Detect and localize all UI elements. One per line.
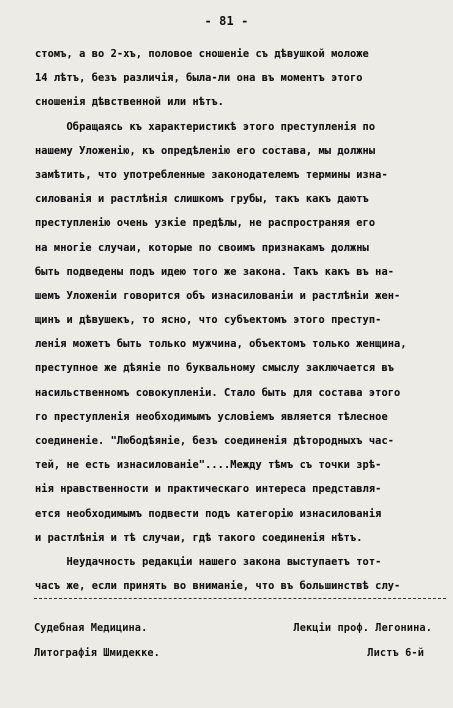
footer-row-2: [34, 647, 444, 659]
text-line: щинъ и дѣвушекъ, то ясно, что субъектомъ этого преступ-: [35, 314, 382, 327]
footer-lecturer: Лекцiи проф. Легонина.: [293, 622, 432, 634]
text-line: ленiя можетъ быть только мужчина, объектомъ только женщина,: [35, 338, 407, 351]
footer-row-1: [34, 622, 444, 634]
text-line: нiя нравственности и практическаго интереса представля-: [35, 483, 382, 496]
text-line: тей, не есть изнасилованiе"....Между тѣмъ съ точки зрѣ-: [35, 459, 382, 472]
page-number: - 81 -: [204, 14, 249, 28]
text-line: ется необходимымъ подвести подъ категорiю изнасилованiя: [35, 507, 382, 520]
text-line: насильственномъ совокупленiи. Стало быть для состава этого: [35, 386, 401, 399]
footer-course-title: Судебная Медицина.: [34, 622, 148, 634]
text-line: часъ же, если принять во вниманiе, что въ большинствѣ слу-: [35, 580, 401, 593]
text-line: 14 лѣтъ, безъ различiя, была-ли она въ моментъ этого: [35, 72, 363, 85]
text-line: соединенiе. "Любодѣянiе, безъ соединенiя дѣтородныхъ час-: [35, 435, 395, 447]
footer-sheet-number: Листъ 6-й: [367, 647, 424, 659]
text-line: преступленiю очень узкiе предѣлы, не распространяя его: [35, 217, 376, 230]
text-line: шемъ Уложенiи говорится объ изнасилованiи и растлѣнiи жен-: [35, 289, 401, 302]
text-line: нашему Уложенiю, къ опредѣленiю его состава, мы должны: [35, 144, 376, 157]
text-line: Неудачность редакцiи нашего закона выступаетъ тот-: [35, 555, 382, 568]
text-line: преступное же дѣянiе по буквальному смыслу заключается въ: [35, 362, 395, 375]
text-line: сношенiя дѣвственной или нѣтъ.: [35, 96, 224, 109]
footer-separator: [34, 598, 446, 599]
text-line: силованiя и растлѣнiя слишкомъ грубы, такъ какъ даютъ: [35, 193, 369, 206]
text-line: го преступленiя необходимымъ условiемъ является тѣлесное: [35, 410, 388, 423]
text-line: быть подведены подъ идею того же закона. Такъ какъ въ на-: [35, 265, 395, 278]
text-line: на многiе случаи, которые по своимъ признакамъ должны: [35, 241, 369, 254]
footer-printer: Литографiя Шмидекке.: [34, 647, 160, 659]
text-line: стомъ, а во 2-хъ, половое сношенiе съ дѣвушкой моложе: [35, 48, 369, 60]
body-text: [35, 42, 447, 598]
text-line: замѣтить, что употребленные законодателемъ термины изна-: [35, 168, 388, 181]
text-line: и растлѣнiя и тѣ случаи, гдѣ такого соединенiя нѣтъ.: [35, 531, 363, 544]
text-line: Обращаясь къ характеристикѣ этого преступленiя по: [35, 120, 376, 133]
